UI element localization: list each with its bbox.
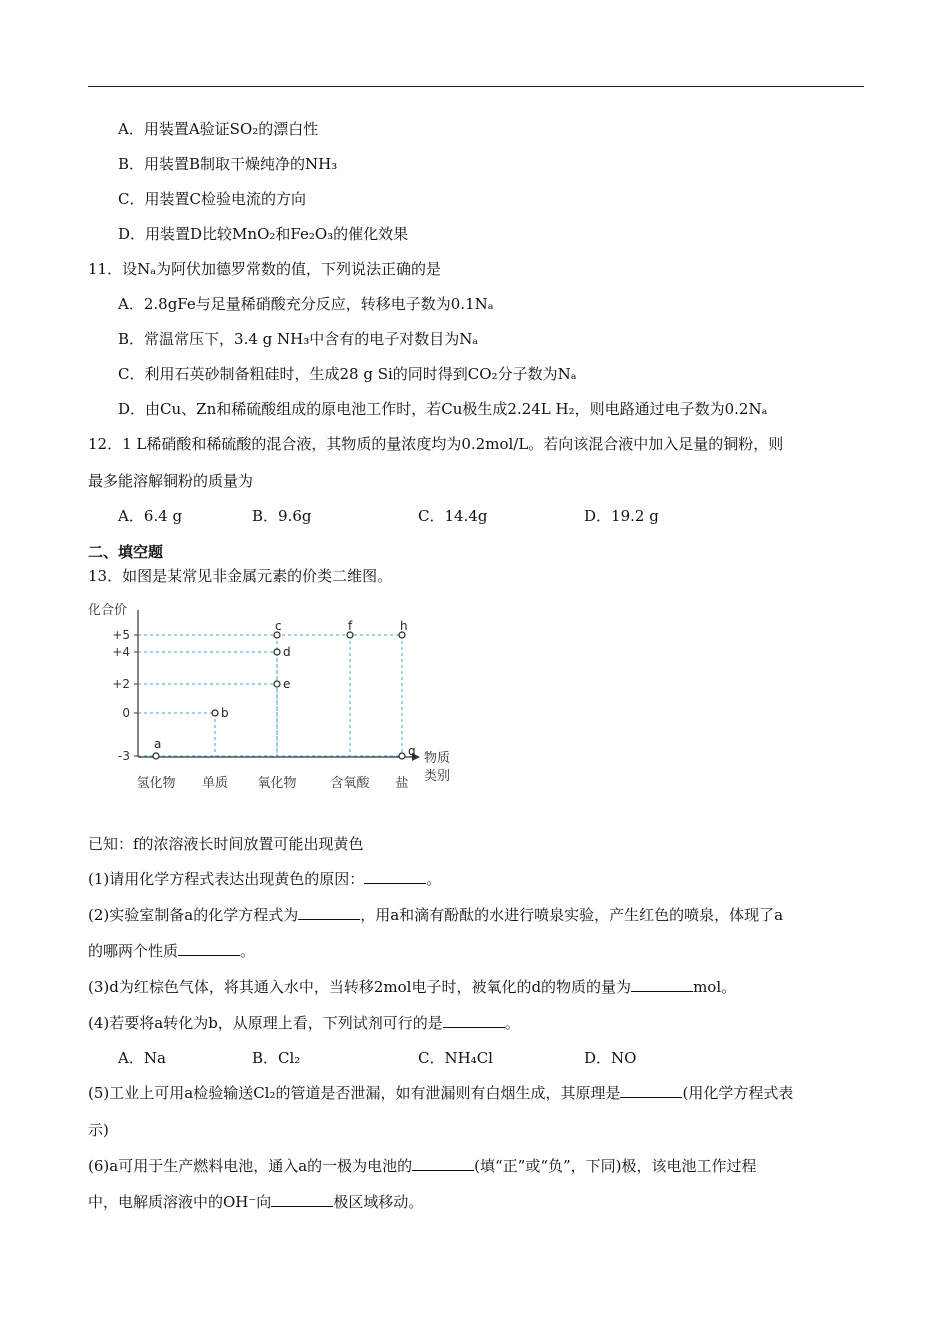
q11-option-d[interactable]: D．由Cu、Zn和稀硫酸组成的原电池工作时，若Cu极生成2.24L H₂，则电路通过电子数为0.2Nₐ [118, 400, 768, 418]
y-tick-label: -3 [118, 749, 130, 763]
data-point-e [274, 681, 280, 687]
q13-part4-option-a[interactable]: A．Na [118, 1049, 166, 1067]
q13-part4-end: 。 [504, 1014, 520, 1032]
q11-option-c[interactable]: C．利用石英砂制备粗硅时，生成28 g Si的同时得到CO₂分子数为Nₐ [118, 365, 577, 383]
q13-part4 [88, 1013, 520, 1033]
q12-stem-line2: 最多能溶解铜粉的质量为 [88, 472, 254, 490]
q13-part4-option-b[interactable]: B．Cl₂ [252, 1049, 301, 1067]
q11-stem: 11．设Nₐ为阿伏加德罗常数的值，下列说法正确的是 [88, 260, 442, 278]
data-point-a [153, 753, 159, 759]
q13-part3-text: (3)d为红棕色气体，将其通入水中，当转移2mol电子时，被氧化的d的物质的量为 [88, 978, 632, 996]
section-heading: 二、填空题 [88, 543, 164, 561]
q13-known: 已知：f的浓溶液长时间放置可能出现黄色 [88, 835, 364, 853]
data-point-b [212, 710, 218, 716]
q13-part4-option-c[interactable]: C．NH₄Cl [418, 1049, 493, 1067]
q13-part3 [88, 977, 736, 997]
q13-part5-line2: 示) [88, 1121, 109, 1139]
q10-option-d[interactable]: D．用装置D比较MnO₂和Fe₂O₃的催化效果 [118, 225, 409, 243]
q10-option-b[interactable]: B．用装置B制取干燥纯净的NH₃ [118, 155, 338, 173]
x-category-label: 盐 [395, 776, 409, 791]
q12-option-d[interactable]: D．19.2 g [584, 507, 659, 525]
q11-option-a[interactable]: A．2.8gFe与足量稀硝酸充分反应，转移电子数为0.1Nₐ [118, 295, 494, 313]
q13-part6-blank2[interactable] [271, 1192, 333, 1207]
q13-part2-line2-end: 。 [240, 942, 256, 960]
x-category-label: 氧化物 [257, 776, 297, 791]
q13-part6-blank1[interactable] [412, 1156, 474, 1171]
q10-option-a[interactable]: A．用装置A验证SO₂的漂白性 [118, 120, 319, 138]
y-tick-label: +2 [112, 677, 130, 691]
q13-part1-end: 。 [426, 870, 442, 888]
q12-option-c[interactable]: C．14.4g [418, 507, 488, 525]
q13-part5-end: (用化学方程式表 [682, 1084, 794, 1102]
q13-part3-blank[interactable] [631, 977, 693, 992]
x-category-label: 单质 [201, 776, 229, 791]
q12-option-b[interactable]: B．9.6g [252, 507, 312, 525]
data-label-a: a [154, 737, 162, 751]
data-label-g: g [408, 744, 416, 758]
q13-part3-end: mol。 [693, 978, 737, 996]
q13-part6-text: (6)a可用于生产燃料电池，通入a的一极为电池的 [88, 1157, 413, 1175]
q13-part2-text: (2)实验室制备a的化学方程式为 [88, 906, 299, 924]
q12-stem-line1: 12．1 L稀硝酸和稀硫酸的混合液，其物质的量浓度均为0.2mol/L。若向该混合液中加入足量的铜粉，则 [88, 435, 784, 453]
data-label-c: c [275, 619, 282, 633]
q13-part2-blank1[interactable] [298, 905, 360, 920]
q13-part2 [88, 905, 783, 925]
q13-stem: 13．如图是某常见非金属元素的价类二维图。 [88, 567, 393, 585]
valence-class-chart [86, 600, 466, 800]
x-axis-label-line2: 类别 [424, 769, 451, 784]
y-tick-label: 0 [122, 706, 130, 720]
q13-part2-line2 [88, 941, 255, 961]
data-label-f: f [348, 619, 353, 633]
q13-part2-blank2[interactable] [178, 941, 240, 956]
q13-part6-line2 [88, 1192, 423, 1212]
q13-part5 [88, 1083, 793, 1103]
q13-part4-option-d[interactable]: D．NO [584, 1049, 637, 1067]
q13-part2-line2-text: 的哪两个性质 [88, 942, 179, 960]
q13-part6-line2-end: 极区域移动。 [333, 1193, 424, 1211]
x-category-label: 含氧酸 [330, 776, 370, 791]
x-axis-label-line1: 物质 [424, 751, 451, 766]
q11-option-b[interactable]: B．常温常压下，3.4 g NH₃中含有的电子对数目为Nₐ [118, 330, 479, 348]
data-point-g [399, 753, 405, 759]
y-axis-label: 化合价 [88, 603, 128, 618]
q10-option-c[interactable]: C．用装置C检验电流的方向 [118, 190, 306, 208]
q13-part4-blank[interactable] [443, 1013, 505, 1028]
data-label-b: b [221, 706, 229, 720]
q13-part6 [88, 1156, 757, 1176]
q13-part2-text-mid: ，用a和滴有酚酞的水进行喷泉实验，产生红色的喷泉，体现了a [360, 906, 784, 924]
header-rule [88, 86, 864, 87]
q12-option-a[interactable]: A．6.4 g [118, 507, 183, 525]
data-label-e: e [283, 677, 291, 691]
y-tick-label: +4 [112, 645, 130, 659]
x-category-label: 氢化物 [136, 776, 176, 791]
q13-part6-line2-text: 中，电解质溶液中的OH⁻向 [88, 1193, 272, 1211]
q13-part5-text: (5)工业上可用a检验输送Cl₂的管道是否泄漏，如有泄漏则有白烟生成，其原理是 [88, 1084, 621, 1102]
q13-part1-text: (1)请用化学方程式表达出现黄色的原因： [88, 870, 365, 888]
data-point-d [274, 649, 280, 655]
q13-part5-blank[interactable] [620, 1083, 682, 1098]
q13-part1-blank[interactable] [364, 869, 426, 884]
data-label-h: h [400, 619, 408, 633]
q13-part6-end: (填“正”或“负”，下同)极，该电池工作过程 [474, 1157, 757, 1175]
y-tick-label: +5 [112, 628, 130, 642]
q13-part4-text: (4)若要将a转化为b，从原理上看，下列试剂可行的是 [88, 1014, 443, 1032]
data-label-d: d [283, 645, 291, 659]
q13-part1 [88, 869, 441, 889]
